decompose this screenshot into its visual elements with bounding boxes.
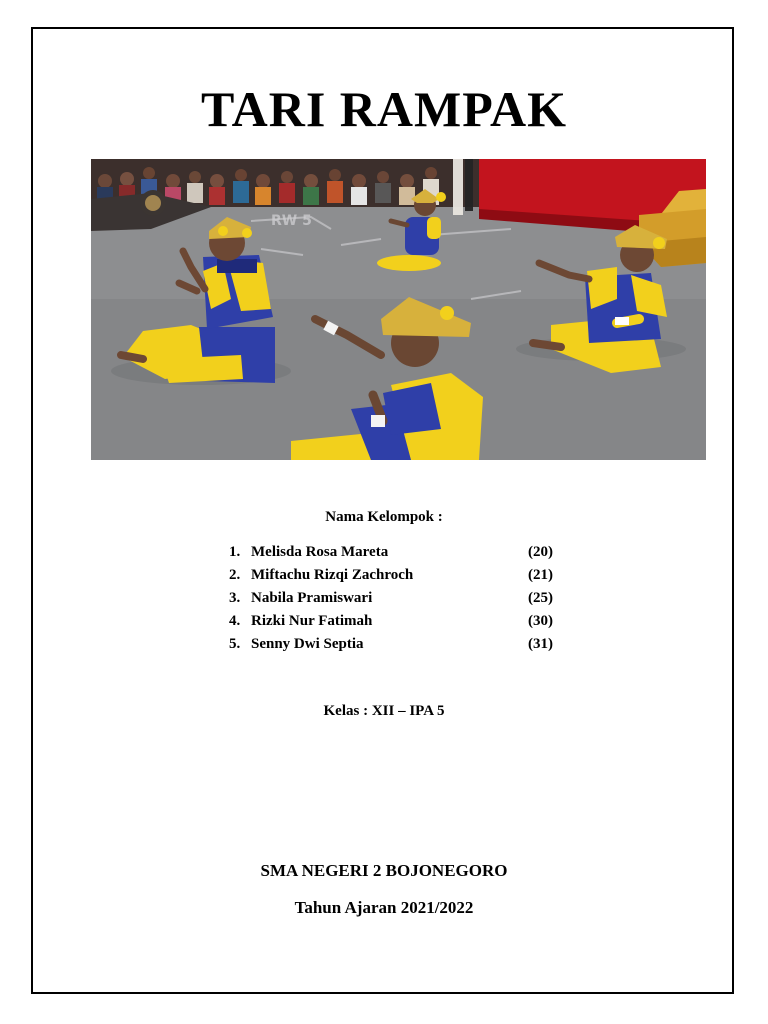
member-name: Rizki Nur Fatimah (251, 613, 373, 629)
member-number: 2. (229, 567, 241, 583)
document-title: TARI RAMPAK (200, 81, 568, 137)
member-absen: (25) (528, 590, 553, 606)
list-item (229, 541, 569, 564)
member-name: Melisda Rosa Mareta (251, 544, 389, 560)
list-item (229, 610, 569, 633)
member-list (229, 541, 569, 656)
group-heading: Nama Kelompok : (325, 509, 443, 525)
member-number: 3. (229, 590, 241, 606)
member-name: Miftachu Rizqi Zachroch (251, 567, 414, 583)
list-item (229, 587, 569, 610)
ground-chalk-text: RW 5 (271, 213, 312, 229)
member-number: 4. (229, 613, 241, 629)
member-absen: (30) (528, 613, 553, 629)
member-number: 5. (229, 636, 241, 652)
member-absen: (21) (528, 567, 553, 583)
school-name: SMA NEGERI 2 BOJONEGORO (260, 861, 508, 880)
member-number: 1. (229, 544, 241, 560)
member-absen: (31) (528, 636, 553, 652)
list-item (229, 633, 569, 656)
class-label: Kelas : XII – IPA 5 (323, 703, 445, 719)
dance-photo (91, 159, 706, 460)
member-absen: (20) (528, 544, 553, 560)
member-name: Nabila Pramiswari (251, 590, 373, 606)
member-name: Senny Dwi Septia (251, 636, 364, 652)
list-item (229, 564, 569, 587)
academic-year: Tahun Ajaran 2021/2022 (294, 898, 474, 917)
